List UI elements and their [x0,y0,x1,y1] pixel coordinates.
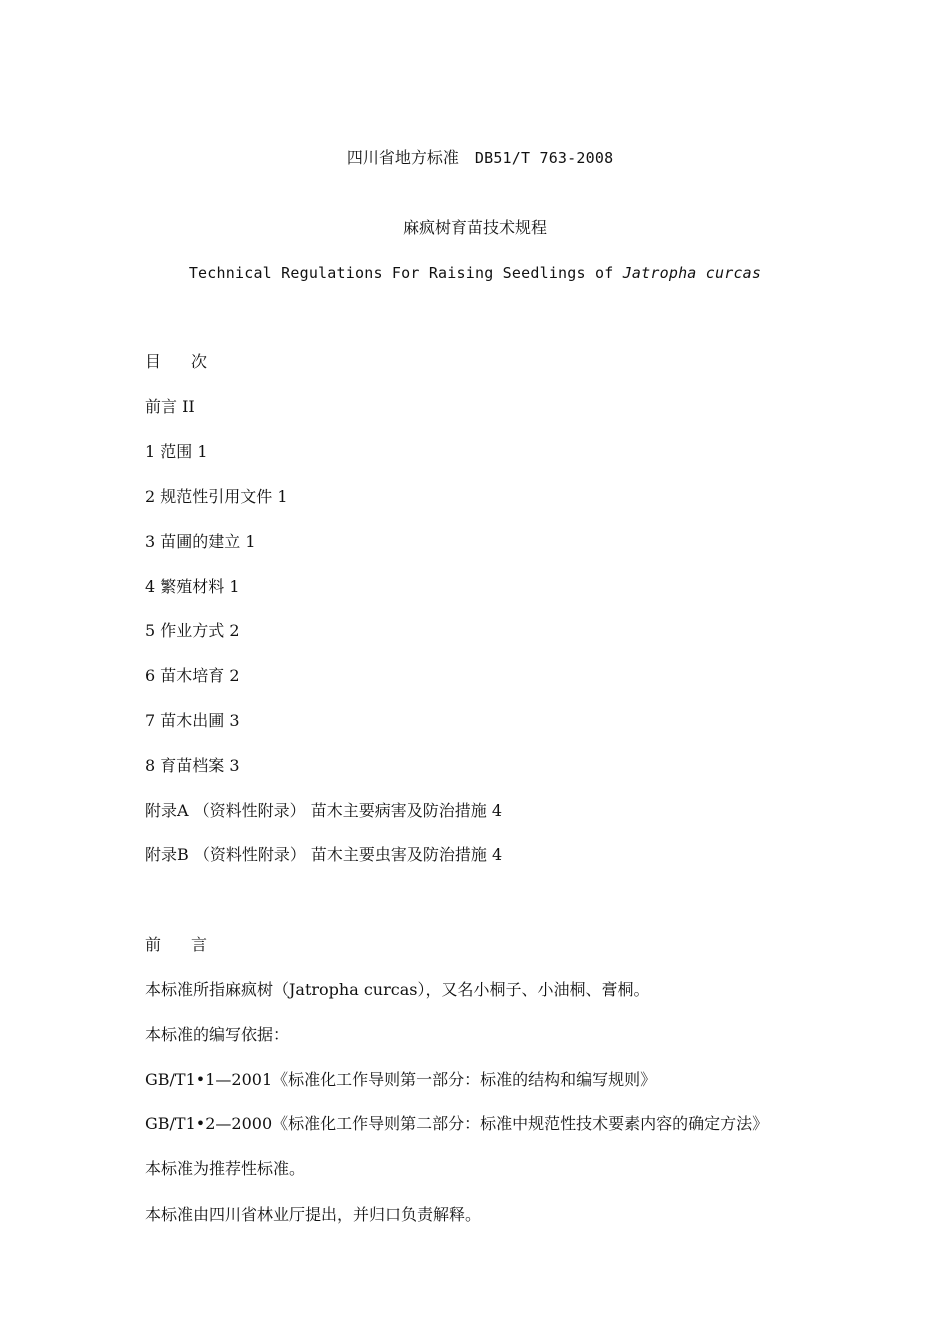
toc-heading [145,352,207,372]
standard-label: 四川省地方标准 [346,148,459,167]
standard-code: DB51/T 763-2008 [474,149,614,167]
toc-item-6[interactable]: 6 苗木培育 2 [145,666,240,685]
toc-item-4[interactable]: 4 繁殖材料 1 [145,577,240,596]
title-english-prefix: Technical Regulations For Raising Seedlings of [188,264,623,282]
preface-paragraph: 本标准由四川省林业厅提出，并归口负责解释。 [145,1205,482,1224]
preface-paragraph: 本标准的编写依据： [145,1025,290,1044]
toc-item-3[interactable]: 3 苗圃的建立 1 [145,532,256,551]
preface-paragraph: GB/T1•1—2001《标准化工作导则第一部分：标准的结构和编写规则》 [145,1070,657,1089]
preface-paragraph: 本标准为推荐性标准。 [145,1159,306,1178]
title-english-species: Jatropha curcas [622,264,762,282]
toc-item-5[interactable]: 5 作业方式 2 [145,621,240,640]
document-title-english [0,263,950,283]
preface-heading-first: 前 [145,935,162,954]
standard-header [0,128,950,168]
preface-heading [145,935,207,955]
toc-item-7[interactable]: 7 苗木出圃 3 [145,711,240,730]
toc-item-2[interactable]: 2 规范性引用文件 1 [145,487,288,506]
toc-heading-second: 次 [191,352,208,371]
toc-item-1[interactable]: 1 范围 1 [145,442,208,461]
toc-item-appendix-a[interactable]: 附录A （资料性附录） 苗木主要病害及防治措施 4 [145,801,502,820]
toc-item-appendix-b[interactable]: 附录B （资料性附录） 苗木主要虫害及防治措施 4 [145,845,503,864]
toc-item-preface[interactable]: 前言 II [145,397,195,416]
preface-paragraph: 本标准所指麻疯树（Jatropha curcas），又名小桐子、小油桐、膏桐。 [145,980,650,999]
document-title: 麻疯树育苗技术规程 [402,218,547,237]
preface-paragraph: GB/T1•2—2000《标准化工作导则第二部分：标准中规范性技术要素内容的确定方法》 [145,1114,769,1133]
toc-heading-first: 目 [145,352,162,371]
toc-item-8[interactable]: 8 育苗档案 3 [145,756,240,775]
preface-heading-second: 言 [191,935,208,954]
